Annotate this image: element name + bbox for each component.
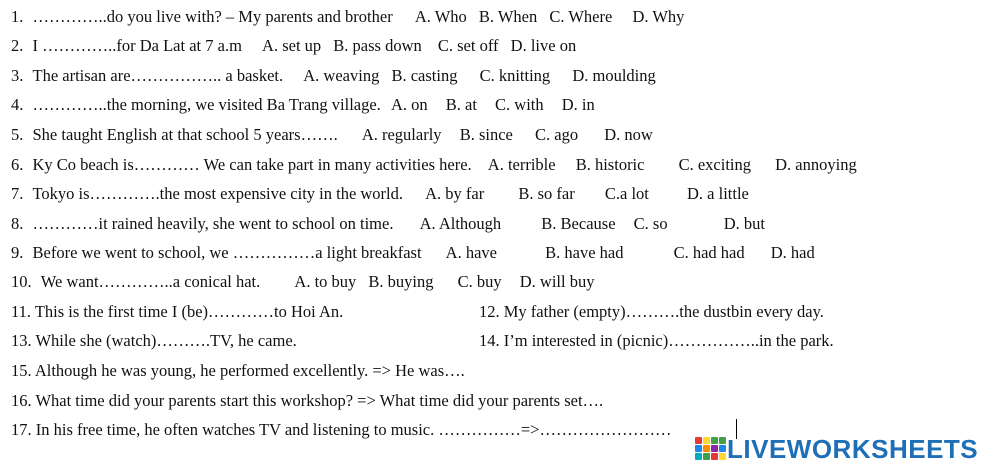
question-10: [11, 271, 594, 293]
question-15: 15. Although he was young, he performed excellently. => He was….: [11, 361, 465, 380]
question-17: 17. In his free time, he often watches TV and listening to music. ……………=>……………………: [11, 420, 672, 439]
question-13: 13. While she (watch)……….TV, he came.: [11, 331, 297, 350]
option-d: D. live on: [510, 36, 577, 55]
option-d: D. annoying: [775, 155, 857, 174]
question-11: 11. This is the first time I (be)…………to Hoi An.: [11, 302, 344, 321]
liveworksheets-logo[interactable]: [695, 433, 995, 465]
option-d: D. Why: [632, 7, 685, 26]
question-number: 9.: [11, 243, 24, 262]
question-12: 12. My father (empty)……….the dustbin every day.: [479, 302, 824, 321]
option-d: D. in: [561, 95, 595, 114]
option-a: A. by far: [425, 184, 485, 203]
logo-wordmark: LIVEWORKSHEETS: [727, 434, 979, 464]
question-stem: …………it rained heavily, she went to school on time.: [32, 214, 394, 233]
option-a: A. have: [445, 243, 497, 262]
question-number: 8.: [11, 214, 24, 233]
question-8: [11, 213, 765, 235]
option-c: C. Where: [549, 7, 613, 26]
option-a: A. set up: [262, 36, 322, 55]
option-a: A. Who: [414, 7, 467, 26]
option-d: D. moulding: [572, 66, 656, 85]
option-b: B. have had: [545, 243, 624, 262]
question-number: 10.: [11, 272, 32, 291]
option-b: B. historic: [575, 155, 645, 174]
option-b: B. at: [445, 95, 477, 114]
question-stem: Tokyo is………….the most expensive city in the world.: [32, 184, 404, 203]
question-7: [11, 183, 749, 205]
option-d: D. had: [770, 243, 815, 262]
option-b: B. When: [478, 7, 538, 26]
option-d: D. a little: [687, 184, 749, 203]
question-number: 5.: [11, 125, 24, 144]
question-stem: I …………..for Da Lat at 7 a.m: [32, 36, 242, 55]
question-number: 6.: [11, 155, 24, 174]
option-c: C.a lot: [604, 184, 649, 203]
option-b: B. buying: [368, 272, 434, 291]
question-6: [11, 154, 857, 176]
question-5: [11, 124, 653, 146]
question-stem: The artisan are…………….. a basket.: [32, 66, 284, 85]
question-number: 4.: [11, 95, 24, 114]
question-stem: She taught English at that school 5 years…….: [32, 125, 338, 144]
option-b: B. Because: [541, 214, 616, 233]
option-d: D. now: [604, 125, 653, 144]
option-b: B. pass down: [333, 36, 422, 55]
option-c: C. so: [633, 214, 668, 233]
question-stem: Ky Co beach is………… We can take part in many activities here.: [32, 155, 472, 174]
question-number: 1.: [11, 7, 24, 26]
question-1: [11, 6, 684, 28]
question-stem: We want…………..a conical hat.: [40, 272, 261, 291]
option-c: C. set off: [437, 36, 499, 55]
question-14: 14. I’m interested in (picnic)……………..in the park.: [479, 331, 834, 350]
option-b: B. casting: [391, 66, 458, 85]
question-3: [11, 65, 656, 87]
option-c: C. exciting: [678, 155, 751, 174]
option-c: C. knitting: [479, 66, 551, 85]
question-16: 16. What time did your parents start this workshop? => What time did your parents set….: [11, 391, 604, 410]
question-stem: …………..do you live with? – My parents and brother: [32, 7, 393, 26]
option-a: A. terrible: [487, 155, 556, 174]
question-2: [11, 35, 576, 57]
option-a: A. on: [390, 95, 428, 114]
option-c: C. with: [495, 95, 544, 114]
question-number: 7.: [11, 184, 24, 203]
option-a: A. to buy: [294, 272, 357, 291]
option-b: B. since: [459, 125, 513, 144]
option-d: D. but: [723, 214, 765, 233]
question-4: [11, 94, 595, 116]
option-c: C. had had: [673, 243, 745, 262]
question-stem: …………..the morning, we visited Ba Trang village.: [32, 95, 381, 114]
option-a: A. weaving: [303, 66, 380, 85]
option-b: B. so far: [518, 184, 575, 203]
question-stem: Before we went to school, we ……………a light breakfast: [32, 243, 422, 262]
option-a: A. Although: [419, 214, 502, 233]
question-number: 2.: [11, 36, 24, 55]
question-9: [11, 242, 815, 264]
option-c: C. ago: [534, 125, 579, 144]
option-a: A. regularly: [361, 125, 442, 144]
logo-mark-icon: [695, 433, 725, 465]
option-c: C. buy: [457, 272, 502, 291]
option-d: D. will buy: [519, 272, 595, 291]
question-number: 3.: [11, 66, 24, 85]
